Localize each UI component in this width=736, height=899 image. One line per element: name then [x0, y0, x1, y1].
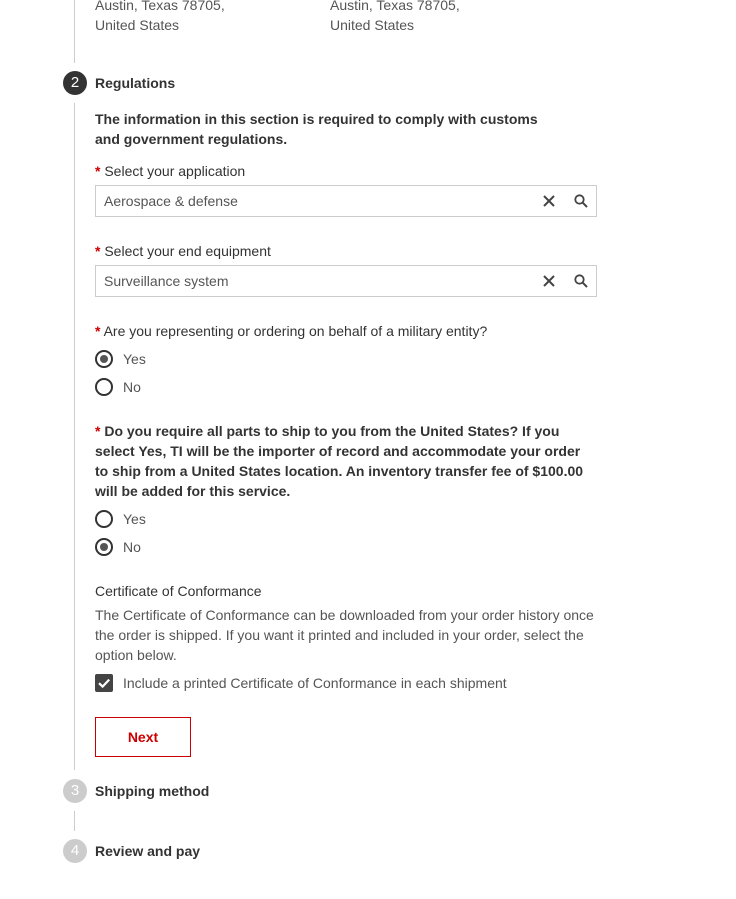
equipment-label-text: Select your end equipment — [104, 243, 271, 259]
check-icon — [95, 674, 113, 692]
step-connector — [74, 103, 75, 770]
step-number-4: 4 — [63, 839, 87, 863]
military-yes-radio[interactable] — [95, 350, 113, 368]
military-no-radio[interactable] — [95, 378, 113, 396]
military-yes-label[interactable]: Yes — [123, 351, 146, 367]
regulations-intro: The information in this section is required to comply with customs and government regulations. — [95, 111, 538, 147]
certificate-description: The Certificate of Conformance can be downloaded from your order history once the order is shipped. If you want it printed and included in your order, select the option below. — [95, 607, 594, 663]
required-mark: * — [95, 243, 101, 259]
certificate-checkbox[interactable] — [95, 674, 113, 692]
application-label — [95, 161, 245, 181]
certificate-checkbox-label[interactable]: Include a printed Certificate of Conformance in each shipment — [123, 675, 507, 691]
address-line: Austin, Texas 78705, — [95, 0, 225, 13]
military-no-label[interactable]: No — [123, 379, 141, 395]
required-mark: * — [95, 163, 101, 179]
address-country: United States — [95, 17, 180, 33]
us-ship-question-text: Do you require all parts to ship to you from the United States? If you select Yes, TI will be the importer of record and accommodate your order to ship from a United States location. An inventory transfer fee of $100.00 will be added for this service. — [95, 423, 584, 499]
next-button[interactable]: Next — [95, 717, 191, 757]
address-country: United States — [330, 17, 415, 33]
certificate-title: Certificate of Conformance — [95, 583, 262, 599]
equipment-value: Surveillance system — [104, 273, 229, 289]
step-title-shipping-method[interactable]: Shipping method — [95, 783, 210, 799]
shipping-address — [95, 0, 225, 35]
application-select[interactable] — [95, 185, 597, 217]
step-connector — [74, 0, 75, 63]
billing-address — [330, 0, 460, 35]
step-title-review-and-pay[interactable]: Review and pay — [95, 843, 201, 859]
step-title-regulations[interactable]: Regulations — [95, 75, 176, 91]
step-number-3: 3 — [63, 779, 87, 803]
step-connector — [74, 811, 75, 831]
us-ship-no-label[interactable]: No — [123, 539, 141, 555]
us-ship-yes-label[interactable]: Yes — [123, 511, 146, 527]
step-number-2: 2 — [63, 71, 87, 95]
us-ship-no-radio[interactable] — [95, 538, 113, 556]
search-icon[interactable] — [573, 273, 589, 289]
search-icon[interactable] — [573, 193, 589, 209]
military-question-text: Are you representing or ordering on behalf of a military entity? — [103, 323, 488, 339]
address-line: Austin, Texas 78705, — [330, 0, 460, 13]
military-question — [95, 321, 595, 341]
required-mark: * — [95, 323, 101, 339]
equipment-label — [95, 241, 271, 261]
application-value: Aerospace & defense — [104, 193, 238, 209]
close-icon[interactable] — [541, 273, 557, 289]
us-ship-question — [95, 421, 595, 501]
us-ship-yes-radio[interactable] — [95, 510, 113, 528]
application-label-text: Select your application — [104, 163, 246, 179]
required-mark: * — [95, 423, 101, 439]
close-icon[interactable] — [541, 193, 557, 209]
equipment-select[interactable] — [95, 265, 597, 297]
